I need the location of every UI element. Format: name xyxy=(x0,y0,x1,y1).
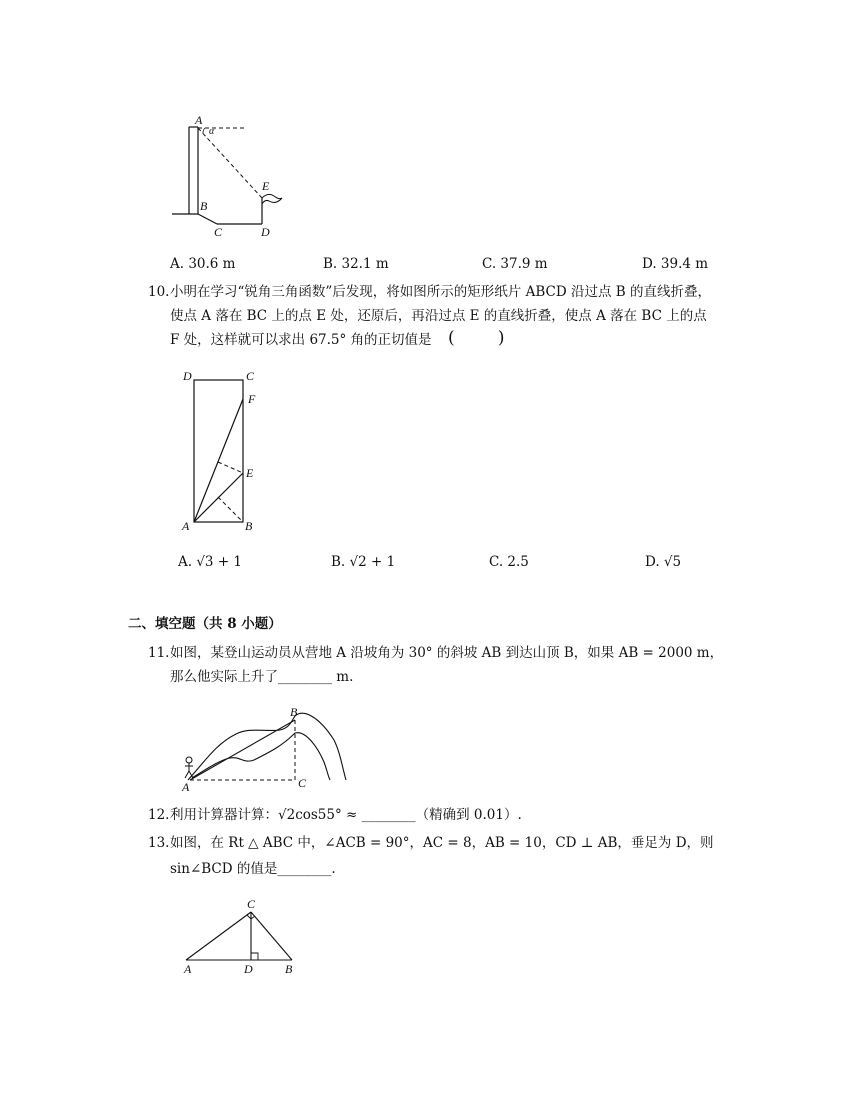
q9-option-c: C. 37.9 m xyxy=(482,256,548,272)
q9-label-E: E xyxy=(262,179,270,193)
q10-label-B: B xyxy=(245,519,253,533)
q11-text-line2: 那么他实际上升了________ m. xyxy=(170,669,354,685)
q10-option-b: B. √2 + 1 xyxy=(331,554,396,570)
q10-number: 10. xyxy=(148,284,170,300)
q10-label-A: A xyxy=(182,519,190,533)
q13-text-line1: 如图，在 Rt △ ABC 中，∠ACB = 90°，AC = 8，AB = 10，CD ⊥ AB，垂足为 D，则 xyxy=(170,835,714,851)
q13-label-D: D xyxy=(244,962,253,976)
q9-label-alpha: α xyxy=(209,126,215,137)
q9-label-C: C xyxy=(214,225,223,239)
q10-label-F: F xyxy=(248,392,256,406)
q11-figure xyxy=(178,702,350,794)
q11-label-B: B xyxy=(290,705,298,719)
q13-number: 13. xyxy=(148,835,170,851)
q13-label-A: A xyxy=(184,962,192,976)
q10-text-line2: 使点 A 落在 BC 上的点 E 处，还原后，再沿过点 E 的直线折叠，使点 A 落在 BC 上的点 xyxy=(170,308,707,324)
q13-figure xyxy=(178,894,308,980)
q10-text-line3: F 处，这样就可以求出 67.5° 角的正切值是 xyxy=(170,332,432,348)
q10-label-E: E xyxy=(246,466,254,480)
q10-figure xyxy=(178,366,268,538)
q9-label-D: D xyxy=(261,225,270,239)
q9-option-d: D. 39.4 m xyxy=(642,256,709,272)
q11-text-line1: 如图，某登山运动员从营地 A 沿坡角为 30° 的斜坡 AB 到达山顶 B，如果 AB = 2000 m， xyxy=(170,645,724,661)
q10-answer-paren: ( ) xyxy=(448,328,505,348)
q10-label-C: C xyxy=(246,369,255,383)
q13-label-C: C xyxy=(247,897,256,911)
q9-figure xyxy=(165,110,295,240)
q12-text: 利用计算器计算：√2cos55° ≈ ________（精确到 0.01）. xyxy=(170,807,522,823)
q11-label-C: C xyxy=(298,776,307,790)
q12-number: 12. xyxy=(148,807,170,823)
q9-option-b: B. 32.1 m xyxy=(323,256,389,272)
q9-label-A: A xyxy=(195,113,203,127)
q9-option-a: A. 30.6 m xyxy=(170,256,236,272)
q10-label-D: D xyxy=(183,369,192,383)
q11-label-A: A xyxy=(182,780,190,794)
q10-option-a: A. √3 + 1 xyxy=(178,554,243,570)
q10-option-c: C. 2.5 xyxy=(489,554,529,570)
q13-label-B: B xyxy=(285,962,293,976)
q13-text-line2: sin∠BCD 的值是________. xyxy=(170,861,336,877)
q9-label-B: B xyxy=(200,199,208,213)
q10-option-d: D. √5 xyxy=(645,554,682,570)
q11-number: 11. xyxy=(148,645,170,661)
section-title: 二、填空题（共 8 小题） xyxy=(128,616,282,632)
q10-text-line1: 小明在学习“锐角三角函数”后发现，将如图所示的矩形纸片 ABCD 沿过点 B 的直线折叠， xyxy=(170,284,711,300)
